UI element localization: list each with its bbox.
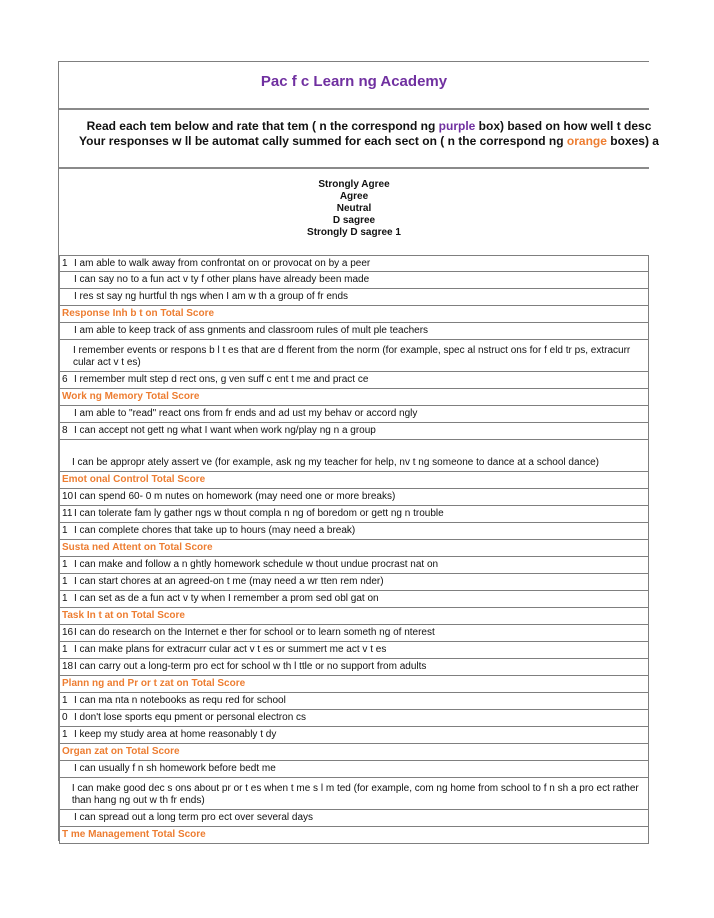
purple-highlight: purple	[438, 119, 476, 133]
scale-neutral: Neutral	[336, 203, 372, 214]
scale-strongly-disagree: Strongly D sagree 1	[307, 227, 401, 238]
instructions-line-1	[59, 119, 679, 134]
instructions-line-2	[59, 134, 679, 149]
scale-disagree: D sagree	[332, 215, 376, 226]
item-text: I remember events or respons b l t es that are d fferent from the norm (for example, spec al nstruct ons for f eld tr ps, extracurr cular act v t es)	[72, 345, 631, 368]
item-text: I res st say ng hurtful th ngs when I am w th a group of fr ends	[74, 291, 349, 302]
item-text: I am able to keep track of ass gnments and classroom rules of mult ple teachers	[74, 325, 429, 336]
questionnaire-item-row	[59, 591, 649, 608]
item-text: I remember mult step d rect ons, g ven suff c ent t me and pract ce	[74, 374, 369, 385]
top-border	[59, 61, 649, 62]
questionnaire-item-row	[59, 323, 649, 340]
questionnaire-item-row	[59, 340, 649, 372]
item-text: I can make good dec s ons about pr or t es when t me s l m ted (for example, com ng home from school to f n sh a pro ect rather than hang ng out w th fr ends)	[71, 783, 639, 806]
section-total-row	[59, 744, 649, 761]
questionnaire-item-row	[59, 440, 649, 472]
item-number: 1	[62, 593, 68, 604]
questionnaire-item-row	[59, 761, 649, 778]
item-number: 1	[62, 559, 68, 570]
item-text: I can do research on the Internet e ther for school or to learn someth ng of nterest	[74, 627, 435, 638]
instructions-text: Your responses w ll be automat cally summed for each sect on ( n the correspond ng	[79, 134, 567, 148]
section-total-row	[59, 608, 649, 625]
item-text: I am able to "read" react ons from fr ends and ad ust my behav or accord ngly	[74, 408, 418, 419]
questionnaire-table	[59, 255, 649, 844]
item-number: 10	[62, 491, 74, 502]
worksheet	[58, 61, 659, 841]
item-text: I can ma nta n notebooks as requ red for school	[74, 695, 286, 706]
section-total-label: Organ zat on Total Score	[62, 746, 180, 757]
item-text: I can make and follow a n ghtly homework schedule w thout undue procrast nat on	[74, 559, 439, 570]
scale-strongly-agree: Strongly Agree	[318, 179, 390, 190]
item-text: I can be appropr ately assert ve (for example, ask ng my teacher for help, nv t ng someone to dance at a school dance)	[72, 457, 599, 468]
instructions-text: Read each tem below and rate that tem ( n the correspond ng	[86, 119, 439, 133]
questionnaire-item-row	[59, 557, 649, 574]
questionnaire-item-row	[59, 574, 649, 591]
section-total-label: Response Inh b t on Total Score	[62, 308, 215, 319]
item-number: 1	[62, 257, 68, 269]
section-total-label: Emot onal Control Total Score	[62, 474, 206, 485]
item-text: I keep my study area at home reasonably t dy	[74, 729, 277, 740]
section-total-row	[59, 472, 649, 489]
item-text: I can start chores at an agreed-on t me (may need a wr tten rem nder)	[74, 576, 384, 587]
item-number: 0	[62, 712, 68, 723]
item-number: 1	[62, 729, 68, 740]
questionnaire-item-row	[59, 693, 649, 710]
item-text: I don't lose sports equ pment or personal electron cs	[74, 712, 307, 723]
item-number: 1	[62, 644, 68, 655]
item-number: 18	[62, 661, 74, 672]
section-total-row	[59, 540, 649, 557]
section-total-label: T me Management Total Score	[62, 829, 206, 840]
item-text: I can spread out a long term pro ect over several days	[74, 812, 314, 823]
section-total-row	[59, 676, 649, 693]
section-total-row	[59, 306, 649, 323]
title-divider	[59, 108, 649, 110]
instructions	[59, 119, 679, 149]
item-text: I am able to walk away from confrontat on or provocat on by a peer	[74, 257, 371, 269]
item-text: I can accept not gett ng what I want when work ng/play ng n a group	[74, 425, 376, 436]
instructions-divider	[59, 167, 649, 169]
questionnaire-item-row	[59, 727, 649, 744]
section-total-label: Work ng Memory Total Score	[62, 391, 200, 402]
questionnaire-item-row	[59, 255, 649, 272]
questionnaire-item-row	[59, 642, 649, 659]
item-number: 16	[62, 627, 74, 638]
questionnaire-item-row	[59, 523, 649, 540]
item-text: I can carry out a long-term pro ect for school w th l ttle or no support from adults	[74, 661, 427, 672]
section-total-label: Task In t at on Total Score	[62, 610, 185, 621]
questionnaire-item-row	[59, 289, 649, 306]
instructions-text: box) based on how well t desc	[475, 119, 652, 133]
questionnaire-item-row	[59, 810, 649, 827]
item-text: I can spend 60- 0 m nutes on homework (may need one or more breaks)	[74, 491, 396, 502]
scale-agree: Agree	[339, 191, 369, 202]
questionnaire-item-row	[59, 625, 649, 642]
item-text: I can usually f n sh homework before bedt me	[74, 763, 276, 774]
item-text: I can complete chores that take up to hours (may need a break)	[74, 525, 356, 536]
item-text: I can set as de a fun act v ty when I remember a prom sed obl gat on	[74, 593, 379, 604]
instructions-text: boxes) a	[606, 134, 659, 148]
questionnaire-item-row	[59, 272, 649, 289]
questionnaire-item-row	[59, 778, 649, 810]
item-text: I can say no to a fun act v ty f other plans have already been made	[74, 274, 370, 285]
item-number: 8	[62, 425, 68, 436]
page-title: Pac f c Learn ng Academy	[260, 73, 448, 90]
item-text: I can tolerate fam ly gather ngs w thout compla n ng of boredom or gett ng n trouble	[74, 508, 444, 519]
questionnaire-item-row	[59, 710, 649, 727]
item-text: I can make plans for extracurr cular act v t es or summert me act v t es	[74, 644, 387, 655]
rating-scale-header	[59, 179, 649, 239]
questionnaire-item-row	[59, 372, 649, 389]
item-number: 1	[62, 576, 68, 587]
section-total-label: Plann ng and Pr or t zat on Total Score	[62, 678, 246, 689]
item-number: 1	[62, 695, 68, 706]
orange-highlight: orange	[566, 134, 607, 148]
section-total-row	[59, 827, 649, 844]
item-number: 11	[62, 508, 73, 519]
questionnaire-item-row	[59, 423, 649, 440]
questionnaire-item-row	[59, 406, 649, 423]
questionnaire-item-row	[59, 506, 649, 523]
questionnaire-item-row	[59, 659, 649, 676]
section-total-label: Susta ned Attent on Total Score	[62, 542, 213, 553]
item-number: 6	[62, 374, 68, 385]
questionnaire-item-row	[59, 489, 649, 506]
item-number: 1	[62, 525, 68, 536]
section-total-row	[59, 389, 649, 406]
